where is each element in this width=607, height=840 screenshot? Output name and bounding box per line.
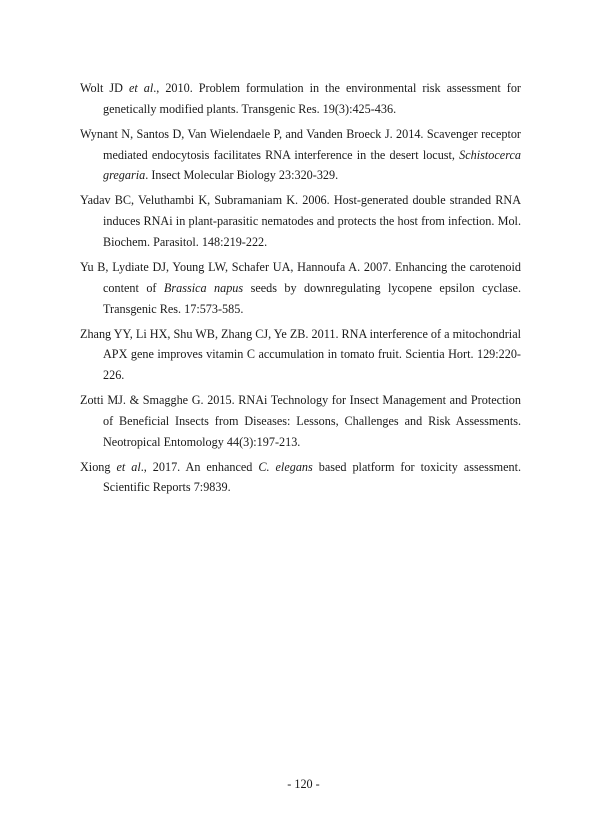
italic-text: C. elegans xyxy=(258,459,313,474)
italic-text: et al xyxy=(128,81,154,95)
italic-text: Brassica napus xyxy=(163,280,244,295)
reference-entry xyxy=(80,257,521,319)
reference-text: . Insect Molecular Biology 23:320-329. xyxy=(145,168,339,183)
reference-text: Zhang YY, Li HX, Shu WB, Zhang CJ, Ye ZB. 2011. RNA interference of a mitochondrial APX gene improves vitamin C accumulation in tomato fruit. Scientia Hort. 129:220-226. xyxy=(80,326,521,383)
reference-text: Yu B, Lydiate DJ, Young LW, Schafer UA, Hannoufa A. 2007. Enhancing the carotenoid content of xyxy=(80,259,521,295)
reference-text: based platform for toxicity assessment. Scientific Reports 7:9839. xyxy=(103,459,522,495)
reference-entry xyxy=(80,78,521,120)
reference-text: ., 2010. Problem formulation in the environmental risk assessment for genetically modified plants. Transgenic Res. 19(3):425-436. xyxy=(103,81,521,116)
reference-list xyxy=(80,78,521,502)
page-number: - 120 - xyxy=(287,777,320,791)
reference-entry xyxy=(80,390,521,452)
reference-entry xyxy=(80,124,521,186)
reference-text: Yadav BC, Veluthambi K, Subramaniam K. 2006. Host-generated double stranded RNA induces RNAi in plant-parasitic nematodes and protects the host from infection. Mol. Biochem. Parasitol. 148:219-222. xyxy=(80,193,521,249)
reference-entry xyxy=(80,324,521,386)
italic-text: Schistocerca gregaria xyxy=(103,147,521,183)
italic-text: et al xyxy=(116,459,141,474)
reference-entry xyxy=(80,190,521,252)
reference-text: Xiong xyxy=(80,459,117,474)
reference-text: Wynant N, Santos D, Van Wielendaele P, and Vanden Broeck J. 2014. Scavenger receptor mediated endocytosis facilitates RNA interference in the desert locust, xyxy=(80,126,521,162)
reference-entry xyxy=(80,457,521,499)
reference-text: Wolt JD xyxy=(80,81,129,95)
reference-text: seeds by downregulating lycopene epsilon cyclase. Transgenic Res. 17:573-585. xyxy=(103,280,521,316)
reference-text: Zotti MJ. & Smagghe G. 2015. RNAi Technology for Insect Management and Protection of Beneficial Insects from Diseases: Lessons, Challenges and Risk Assessments. Neotropical Entomology 44(3):197-213. xyxy=(80,393,521,449)
reference-text: ., 2017. An enhanced xyxy=(140,459,259,474)
